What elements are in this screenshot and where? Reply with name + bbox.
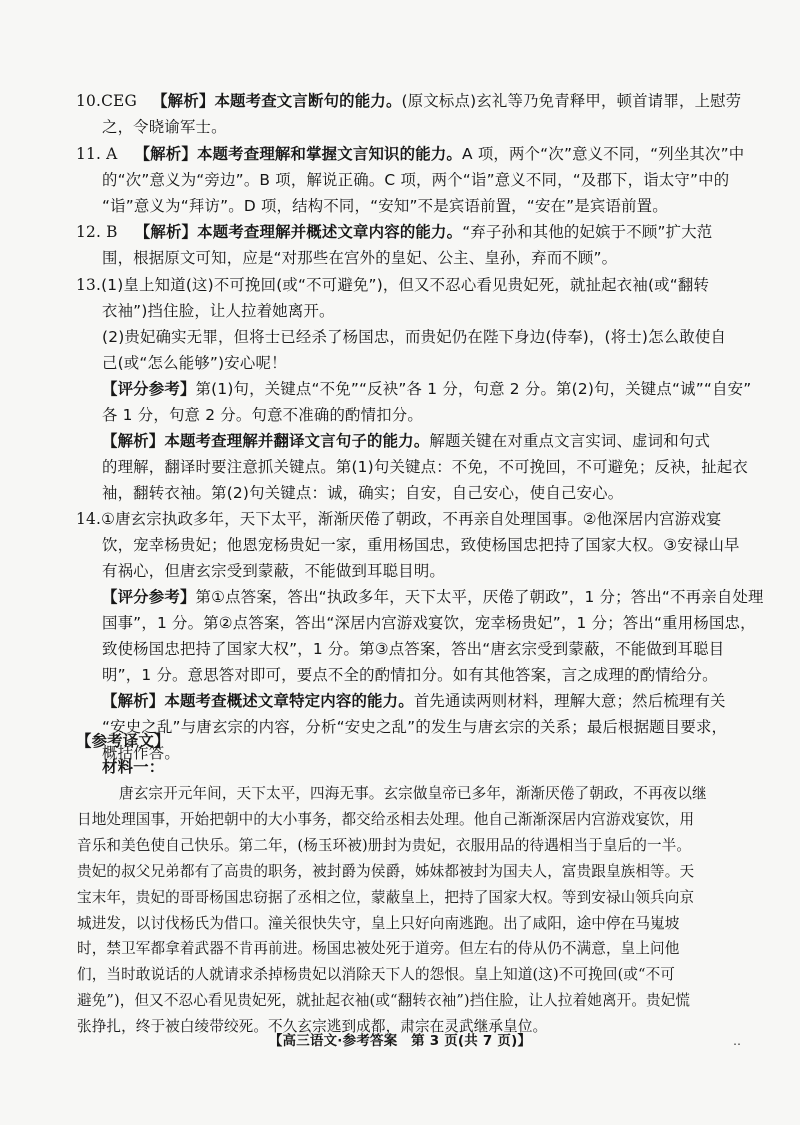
- scoring-text: 各 1 分，句意 2 分。句意不准确的酌情扣分。: [102, 406, 423, 424]
- translation-heading-block: [76, 728, 782, 780]
- translation-heading: 【参考译文】: [76, 732, 170, 750]
- question-number: 10.: [76, 92, 102, 110]
- scoring-text: 国事”，1 分。第②点答案，答出“深居内宫游戏宴饮，宠幸杨贵妃”，1 分；答出“重用杨国忠，: [102, 614, 756, 632]
- translation-line: 城进发，以讨伐杨氏为借口。潼关很快失守，皇上只好向南逃跑。出了咸阳，途中停在马嵬坡: [77, 914, 680, 932]
- analysis-tag: 【解析】本题考查理解和掌握文言知识的能力。: [134, 145, 462, 163]
- answer-text: “弃子孙和其他的妃嫔于不顾”扩大范: [462, 223, 713, 241]
- answer-text: 有祸心，但唐玄宗受到蒙蔽，不能做到耳聪目明。: [102, 562, 445, 580]
- scoring-text: 第①点答案，答出“执政多年，天下太平，厌倦了朝政”，1 分；答出“不再亲自处理: [195, 588, 764, 606]
- answer-13: [76, 272, 782, 506]
- translation-line: 音乐和美色使自己快乐。第二年，(杨玉环被)册封为贵妃，衣服用品的待遇相当于皇后的一半。: [77, 836, 692, 854]
- answer-12: [76, 219, 782, 271]
- answer-text: (原文标点)玄礼等乃免青释甲，顿首请罪，上慰劳: [401, 92, 742, 110]
- scoring-text: 明”，1 分。意思答对即可，要点不全的酌情扣分。如有其他答案，言之成理的酌情给分。: [102, 666, 718, 684]
- material-label: 材料一：: [102, 758, 165, 776]
- analysis-text: 的理解，翻译时要注意抓关键点。第(1)句关键点：不免，不可挽回，不可避免；反袂，扯起衣: [102, 458, 749, 476]
- scoring-text: 第(1)句，关键点“不免”“反袂”各 1 分，句意 2 分。第(2)句，关键点“诚”“自安”: [195, 380, 752, 398]
- analysis-text: 首先通读两则材料，理解大意；然后梳理有关: [413, 692, 726, 710]
- answer-choice: B: [106, 223, 118, 241]
- answer-choice: A: [106, 145, 118, 163]
- translation-line: 时，禁卫军都拿着武器不肯再前进。杨国忠被处死于道旁。但左右的侍从仍不满意，皇上问他: [77, 940, 680, 958]
- translation-line: 唐玄宗开元年间，天下太平，四海无事。玄宗做皇帝已多年，渐渐厌倦了朝政，不再夜以继: [119, 785, 707, 802]
- translation-line: 们，当时敢说话的人就请求杀掉杨贵妃以消除天下人的怨恨。皇上知道(这)不可挽回(或“不可: [77, 966, 676, 984]
- translation-line: 张挣扎，终于被白绫带绞死。不久玄宗逃到成都，肃宗在灵武继承皇位。: [77, 1018, 548, 1036]
- answer-11: [76, 141, 782, 219]
- answer-text: 之，令晓谕军士。: [102, 118, 227, 136]
- analysis-tag: 【解析】本题考查理解并概述文章内容的能力。: [134, 223, 463, 241]
- analysis-tag: 【解析】本题考查概述文章特定内容的能力。: [102, 692, 414, 710]
- analysis-text: 概括作答。: [102, 744, 180, 762]
- question-number: 12.: [76, 223, 102, 241]
- translation-1: (1)皇上知道(这)不可挽回(或“不可避免”)，但又不忍心看见贵妃死，就扯起衣袖(或“翻转: [101, 276, 710, 294]
- corner-mark: ‥: [733, 1034, 742, 1048]
- translation-1-cont: 衣袖”)挡住脸，让人拉着她离开。: [102, 302, 335, 320]
- analysis-text: 解题关键在对重点文言实词、虚词和句式: [429, 432, 711, 450]
- analysis-tag: 【解析】本题考查理解并翻译文言句子的能力。: [102, 432, 430, 450]
- question-number: 13.: [76, 276, 102, 294]
- answer-text: “诣”意义为“拜访”。D 项，结构不同，“安知”不是宾语前置，“安在”是宾语前置。: [102, 197, 668, 215]
- answer-text: 饮，宠幸杨贵妃；他恩宠杨贵妃一家，重用杨国忠，致使杨国忠把持了国家大权。③安禄山早: [102, 536, 740, 554]
- question-number: 14.: [76, 510, 102, 528]
- page-footer: 【高三语文·参考答案 第 3 页(共 7 页)】: [268, 1033, 532, 1049]
- analysis-text: 袖，翻转衣袖。第(2)句关键点：诚，确实；自安，自己安心，使自己安心。: [102, 484, 624, 502]
- answer-choice: CEG: [101, 92, 137, 110]
- scoring-tag: 【评分参考】: [102, 380, 196, 398]
- scoring-tag: 【评分参考】: [102, 588, 196, 606]
- translation-2: (2)贵妃确实无罪，但将士已经杀了杨国忠，而贵妃仍在陛下身边(侍奉)，(将士)怎么敢使自: [102, 328, 727, 346]
- answer-text: ①唐玄宗执政多年，天下太平，渐渐厌倦了朝政，不再亲自处理国事。②他深居内宫游戏宴: [101, 510, 722, 528]
- answer-14: [76, 506, 782, 766]
- scoring-text: 致使杨国忠把持了国家大权”，1 分。第③点答案，答出“唐玄宗受到蒙蔽，不能做到耳聪目: [102, 640, 725, 658]
- analysis-tag: 【解析】本题考查文言断句的能力。: [152, 92, 402, 110]
- answer-text: 的“次”意义为“旁边”。B 项，解说正确。C 项，两个“诣”意义不同，“及郡下，诣太守”中的: [102, 171, 730, 189]
- translation-line: 宝末年，贵妃的哥哥杨国忠窃据了丞相之位，蒙蔽皇上，把持了国家大权。等到安禄山领兵向京: [77, 888, 695, 906]
- answer-text: A 项，两个“次”意义不同，“列坐其次”中: [462, 145, 745, 163]
- analysis-text: “安史之乱”与唐玄宗的内容，分析“安史之乱”的发生与唐玄宗的关系；最后根据题目要求，: [102, 718, 728, 736]
- question-number: 11.: [76, 145, 102, 163]
- answer-text: 围，根据原文可知，应是“对那些在宫外的皇妃、公主、皇孙，弃而不顾”。: [102, 249, 618, 267]
- translation-line: 日地处理国事，开始把朝中的大小事务，都交给丞相去处理。他自己渐渐深居内宫游戏宴饮，用: [77, 810, 695, 828]
- translation-line: 避免”)，但又不忍心看见贵妃死，就扯起衣袖(或“翻转衣袖”)挡住脸，让人拉着她离开。贵妃慌: [77, 992, 691, 1010]
- translation-body: [77, 781, 790, 1040]
- translation-line: 贵妃的叔父兄弟都有了高贵的职务，被封爵为侯爵，姊妹都被封为国夫人，富贵跟皇族相等。天: [77, 862, 695, 880]
- translation-2-cont: 己(或“怎么能够”)安心呢！: [102, 354, 287, 372]
- answer-10: [76, 88, 782, 140]
